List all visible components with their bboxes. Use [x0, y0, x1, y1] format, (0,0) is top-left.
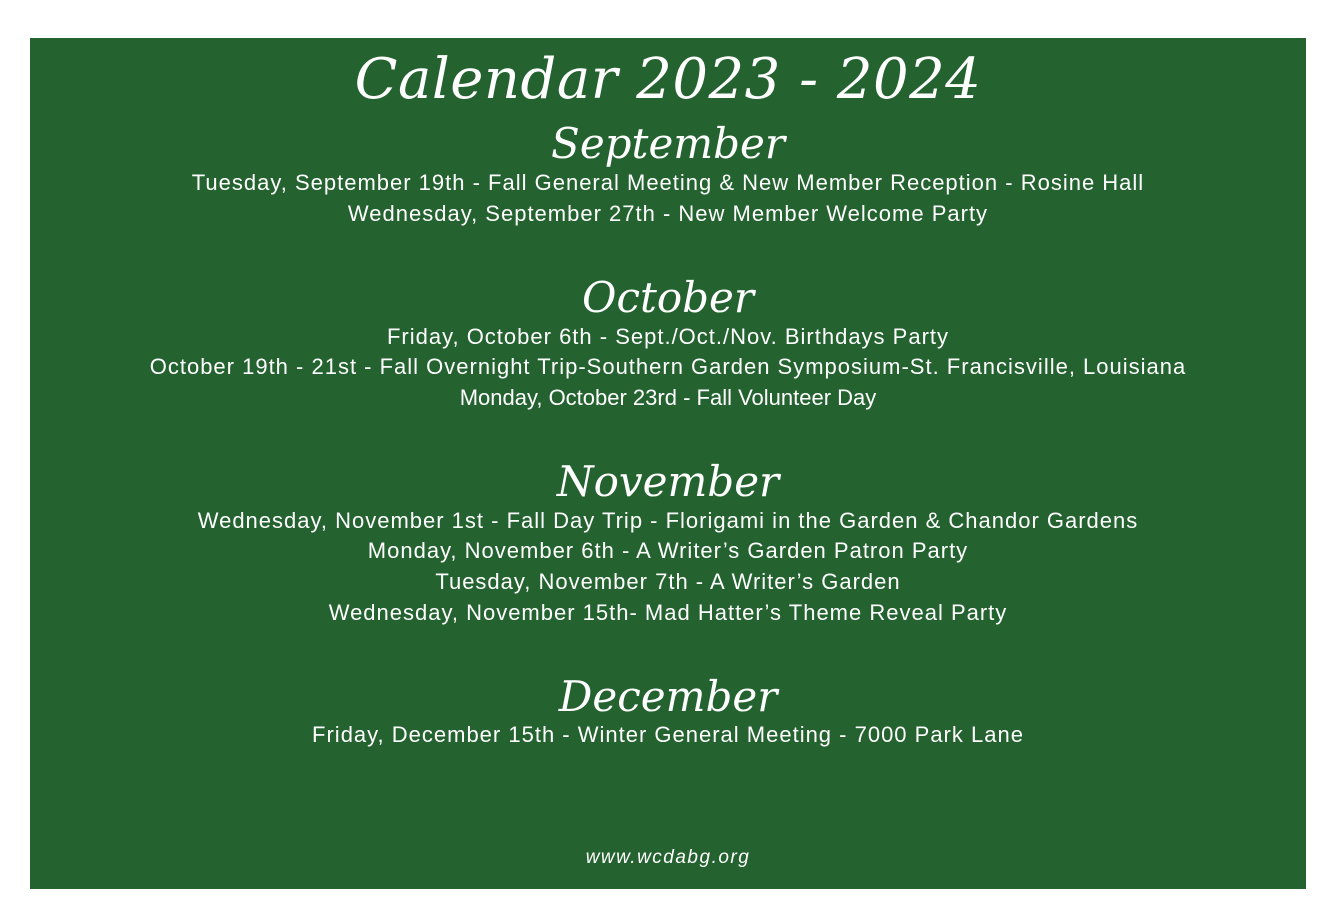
- event-item: Wednesday, November 15th- Mad Hatter’s Theme Reveal Party: [328, 600, 1008, 625]
- event-item: Monday, November 6th - A Writer’s Garden Patron Party: [367, 538, 969, 563]
- month-heading-december: December: [558, 672, 778, 721]
- event-item: Wednesday, November 1st - Fall Day Trip - Florigami in the Garden & Chandor Gardens: [197, 508, 1139, 533]
- calendar-card: [30, 38, 1306, 889]
- month-heading-october: October: [582, 273, 754, 322]
- event-item: Friday, October 6th - Sept./Oct./Nov. Birthdays Party: [386, 324, 950, 349]
- month-heading-november: November: [556, 457, 780, 506]
- event-item: Wednesday, September 27th - New Member Welcome Party: [347, 201, 989, 226]
- website-link[interactable]: www.wcdabg.org: [585, 847, 751, 868]
- event-item: Tuesday, November 7th - A Writer’s Garden: [435, 569, 901, 594]
- page-title: Calendar 2023 - 2024: [354, 47, 982, 112]
- event-item: Tuesday, September 19th - Fall General Meeting & New Member Reception - Rosine Hall: [191, 170, 1145, 195]
- month-heading-september: September: [551, 119, 785, 168]
- event-item: Monday, October 23rd - Fall Volunteer Day: [459, 385, 877, 410]
- event-item: October 19th - 21st - Fall Overnight Trip-Southern Garden Symposium-St. Francisville, Louisiana: [149, 354, 1187, 379]
- event-item: Friday, December 15th - Winter General Meeting - 7000 Park Lane: [312, 722, 1024, 747]
